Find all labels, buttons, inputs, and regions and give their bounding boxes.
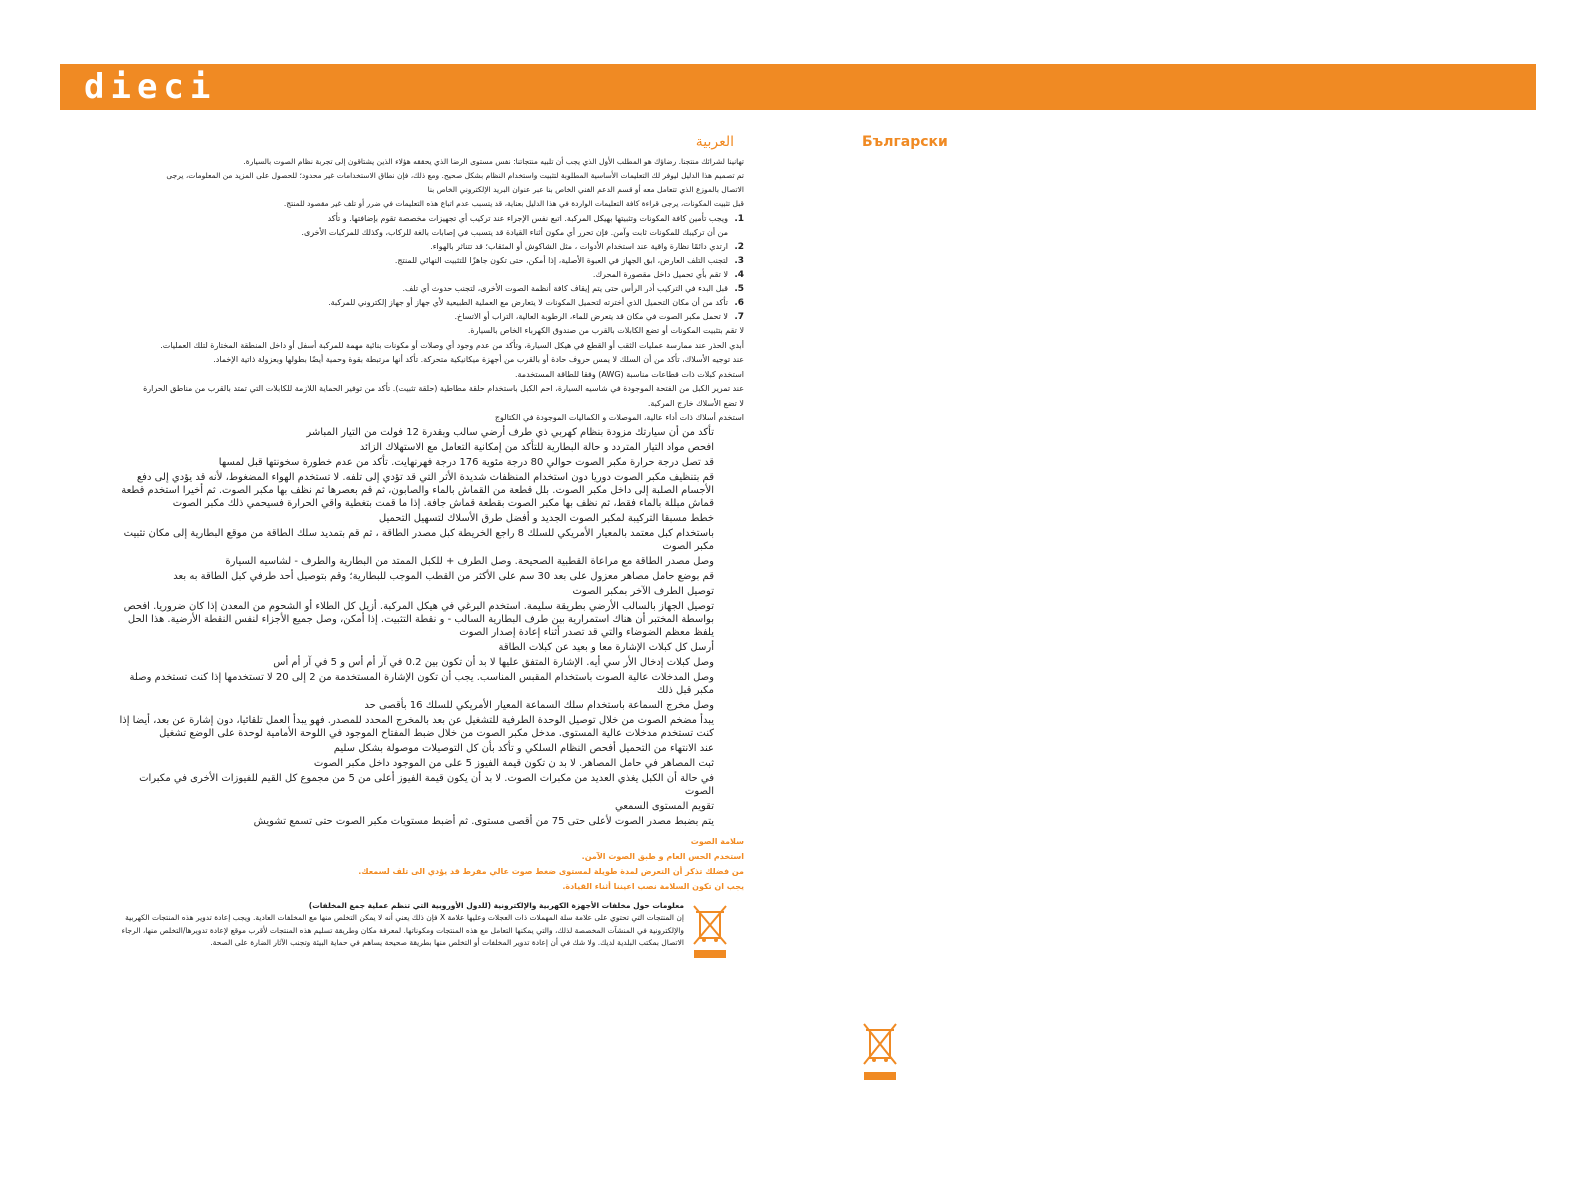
- install-step: أرسل كل كبلات الإشارة معا و بعيد عن كبلات الطاقة: [498, 641, 714, 653]
- install-step: خطط مسبقا التركيبة لمكبر الصوت الجديد و أفضل طرق الأسلاك لتسهيل التحميل: [378, 512, 714, 524]
- wiring-notes: [110, 324, 744, 426]
- list-item: 3. لتجنب التلف العارض، ابق الجهاز في العبوة الأصلية، إذا أمكن، حتى تكون جاهزًا للتثبيت النهائي للمنتج.: [394, 256, 744, 266]
- weee-title: معلومات حول مخلفات الأجهزة الكهربية والإلكترونية (للدول الأوروبية التي تنظم عملية جمع المخلفات): [308, 900, 684, 910]
- install-step: وصل مخرج السماعة باستخدام سلك السماعة المعيار الأمريكي للسلك 16 بأقصى حد: [364, 699, 714, 711]
- install-step: توصيل الطرف الآخر بمكبر الصوت: [572, 585, 714, 597]
- list-item: 5. قبل البدء في التركيب أدر الرأس حتى يتم إيقاف كافة أنظمة الصوت الأخرى، لتجنب حدوث أي تلف.: [402, 284, 744, 294]
- install-step: يبدأ مضخم الصوت من خلال توصيل الوحدة الطرفية للتشغيل عن بعد بالمخرج المحدد للمصدر. فهو يبدأ العمل تلقائيا، دون إشارة عن بعد، أيضا إذا كنت تستخدم مدخلات عالية المستوى. مدخل مكبر الصوت من خلال ضبط المفتاح الموجود في اللوحة الأمامية لوحدة على الوضع تشغيل: [119, 714, 714, 739]
- bulgarian-title: Български: [862, 134, 948, 150]
- bulgarian-column: [862, 134, 1162, 158]
- list-item: 2. ارتدي دائمًا نظارة واقية عند استخدام الأدوات ، مثل الشاكوش أو المثقاب؛ قد تتناثر بالهواء.: [430, 242, 744, 252]
- list-item: 1. ويجب تأمين كافة المكونات وتثبيتها بهيكل المركبة. اتبع نفس الإجراء عند تركيب أي تجهيزات مخصصة تقوم بإضافتها. و تأكد: [327, 214, 744, 224]
- weee-body: إن المنتجات التي تحتوي على علامة سلة المهملات ذات العجلات وعليها علامة X فإن ذلك يعني أنه لا يمكن التخلص منها مع المخلفات العادية. ويجب إعادة تدوير هذه المنتجات الكهربية والإلكترونية في المنشآت المخصصة لذلك، والتي يمكنها التعامل مع هذه المنتجات ومكوناتها. لمعرفة مكان وطريقة تسليم هذه المنتجات لأقرب موقع لإعادة تدويرها/التخلص منها، الرجاء الاتصال بمكتب البلدية لديك. ولا شك في أن إعادة تدوير المخلفات أو التخلص منها بطريقة صحيحة يساهم في حماية البيئة وتجنب الآثار الضارة على الصحة.: [121, 913, 684, 947]
- note-line: أبدي الحذر عند ممارسة عمليات الثقب أو القطع في هيكل السيارة، وتأكد من عدم وجود أي وصلات أو مكونات بنائية مهمة للمركبة أسفل أو داخل المنطقة المختارة لتلك العمليات.: [160, 340, 744, 350]
- list-item: 7. لا تحمل مكبر الصوت في مكان قد يتعرض للماء، الرطوبة العالية، التراب أو الاتساخ.: [454, 312, 744, 322]
- intro-paragraph: تم تصميم هذا الدليل ليوفر لك التعليمات الأساسية المطلوبة لتثبيت واستخدام النظام بشكل صحيح. ومع ذلك، فإن نطاق الاستخدامات غير محدود؛ للحصول على المزيد من المعلومات، يرجى: [166, 171, 744, 180]
- header-bar: [60, 64, 1536, 110]
- note-line: لا تضع الأسلاك خارج المركبة.: [647, 398, 744, 408]
- install-step: ثبت المصاهر في حامل المصاهر. لا بد ن تكون قيمة الفيوز 5 على من الموجود داخل مكبر الصوت: [313, 757, 714, 769]
- install-step: قم بوضع حامل مصاهر معزول على بعد 30 سم على الأكثر من القطب الموجب للبطارية؛ وقم بتوصيل أحد طرفي كبل الطاقة به بعد: [173, 570, 714, 582]
- install-step: في حالة أن الكبل يغذي العديد من مكبرات الصوت. لا بد أن يكون قيمة الفيوز أعلى من 5 من مجموع كل القيم للفيوزات الأخرى في مكبرات الصوت: [139, 772, 714, 797]
- weee-section: [110, 900, 744, 950]
- note-line: عند توجيه الأسلاك، تأكد من أن السلك لا يمس حروف حادة أو بالقرب من أجهزة ميكانيكية متحركة. تأكد أنها مرتبطة بقوة وحمية أيضًا بطولها وبعزولة ذاتية الإخماد.: [213, 355, 744, 364]
- install-step: تقويم المستوى السمعي: [614, 800, 714, 812]
- intro-paragraph: تهانينا لشرائك منتجنا. رضاؤك هو المطلب الأول الذي يجب أن تلبيه منتجاتنا: نفس مستوى الرضا الذي يحققه هؤلاء الذين يشتاقون إلى تجربة نظام الصوت بالسيارة.: [243, 157, 744, 166]
- install-step: عند الانتهاء من التحميل أفحص النظام السلكي و تأكد بأن كل التوصيلات موصولة بشكل سليم: [333, 742, 714, 754]
- safety-title: سلامة الصوت: [690, 836, 744, 846]
- note-line: استخدم كبلات ذات قطاعات مناسبة (AWG) وفقا للطاقة المستخدمة.: [514, 369, 744, 379]
- crossed-bin-icon: [860, 1020, 900, 1082]
- install-step: وصل كبلات إدخال الأر سي أيه. الإشارة المتفق عليها لا بد أن تكون بين 0.2 في آر أم أس و 5 في آر أم أس: [273, 656, 714, 668]
- arabic-intro: [110, 156, 744, 210]
- note-line: لا تقم بتثبيت المكونات أو تضع الكابلات بالقرب من صندوق الكهرباء الخاص بالسيارة.: [467, 326, 744, 335]
- install-step: باستخدام كبل معتمد بالمعيار الأمريكي للسلك 8 راجع الخريطة كبل مصدر الطاقة ، ثم قم بتمديد سلك الطاقة من موقع البطارية إلى مكان تثبيت مكبر الصوت: [123, 527, 714, 552]
- arabic-title: العربية: [695, 134, 734, 150]
- list-item: 6. تأكد من أن مكان التحميل الذي أخترته لتحميل المكونات لا يتعارض مع العملية الطبيعية لأي جهاز أو جهاز إلكتروني للمركبة.: [328, 298, 744, 308]
- install-step: يتم بضبط مصدر الصوت لأعلى حتى 75 من أقصى مستوى. ثم أضبط مستويات مكبر الصوت حتى تسمع تشويش: [253, 815, 714, 827]
- install-step: افحص مواد التيار المتردد و حالة البطارية للتأكد من إمكانية التعامل مع الاستهلاك الزائد: [359, 441, 714, 453]
- arabic-column: [110, 134, 744, 950]
- safety-line: استخدم الحس العام و طبق الصوت الآمن.: [581, 851, 744, 861]
- install-step: توصيل الجهاز بالسالب الأرضي بطريقة سليمة. استخدم البرغي في هيكل المركبة. أزيل كل الطلاء أو الشحوم من المعدن إذا كان ضروريا. افحص بواسطة المختبر أن هناك استمرارية بين طرف البطارية السالب - و نقطة التثبيت. إذا أمكن، وصل جميع الأجزاء لنفس النقطة الأرضية. هذا الحل يلفظ معظم الضوضاء والتي قد تصدر أثناء إعادة إصدار الصوت: [123, 600, 714, 638]
- install-step: تأكد من أن سيارتك مزودة بنظام كهربي ذي طرف أرضي سالب وبقدرة 12 فولت من التيار المباشر: [306, 426, 714, 438]
- sound-safety: [110, 834, 744, 894]
- list-item: من أن تركيبك للمكونات ثابت وآمن. فإن تحرر أي مكون أثناء القيادة قد يتسبب في إصابات بالغة للركاب، وكذلك للمركبات الأخرى.: [301, 228, 728, 237]
- install-step: قم بتنظيف مكبر الصوت دوريا دون استخدام المنظفات شديدة الأثر التي قد تؤدي إلى تلفه. لا تستخدم الهواء المضغوط، لأنه قد يؤدي إلى دفع الأجسام الصلبة إلى داخل مكبر الصوت. بلل قطعة من القماش بالماء والصابون، ثم قم بعصرها ثم نظف بها مكبر الصوت. ثم أخيرا استخدم قطعة قماش مبللة بالماء فقط، ثم نظف بها مكبر الصوت بقطعة قماش جافة. إذا ما قمت بتغطية واقي الحرارة فسيحمي ذلك مكبر الصوت: [121, 471, 714, 509]
- safety-line: يجب ان تكون السلامة نصب اعيننا أثناء القيادة.: [562, 881, 744, 891]
- dieci-logo: dieci: [84, 67, 217, 107]
- note-line: استخدم أسلاك ذات أداء عالية، الموصلات و الكماليات الموجودة في الكتالوج: [494, 413, 744, 422]
- weee-text: [110, 900, 744, 950]
- install-step: قد تصل درجة حرارة مكبر الصوت حوالي 80 درجة مئوية 176 درجة فهرنهايت. تأكد من عدم خطورة سخونتها قبل لمسها: [218, 456, 714, 468]
- install-step: وصل مصدر الطاقة مع مراعاة القطبية الصحيحة. وصل الطرف + للكبل الممتد من البطارية والطرف - لشاسيه السيارة: [225, 555, 714, 567]
- note-line: عند تمرير الكبل من الفتحة الموجودة في شاسيه السيارة، احم الكبل باستخدام حلقة مطاطية (حلقة تثبيت). تأكد من توفير الحماية اللازمة للكابلات التي تمتد بالقرب من مناطق الحرارة: [143, 384, 744, 393]
- intro-paragraph: الاتصال بالموزع الذي تتعامل معه أو قسم الدعم الفني الخاص بنا عبر عنوان البريد الإلكتروني الخاص بنا: [427, 185, 744, 194]
- install-step: وصل المدخلات عالية الصوت باستخدام المقبس المناسب. يجب أن تكون الإشارة المستخدمة من 2 إلى 20 لا تستخدمها إذا كنت تستخدم وصلة مكبر قبل ذلك: [129, 671, 714, 696]
- safety-line: من فضلك تذكر أن التعرض لمدة طويلة لمستوى ضغط صوت عالي مفرط قد يؤدي الى تلف لسمعك.: [358, 866, 744, 876]
- warnings-list: [110, 212, 744, 324]
- list-item: 4. لا تقم بأي تحميل داخل مقصورة المحرك.: [592, 270, 744, 280]
- crossed-bin-icon: [690, 904, 730, 960]
- installation-steps: [110, 426, 714, 828]
- intro-paragraph: قبل تثبيت المكونات، يرجى قراءة كافة التعليمات الواردة في هذا الدليل بعناية، قد يتسبب عدم اتباع هذه التعليمات في ضرر أو تلف غير مقصود للمنتج.: [283, 199, 744, 208]
